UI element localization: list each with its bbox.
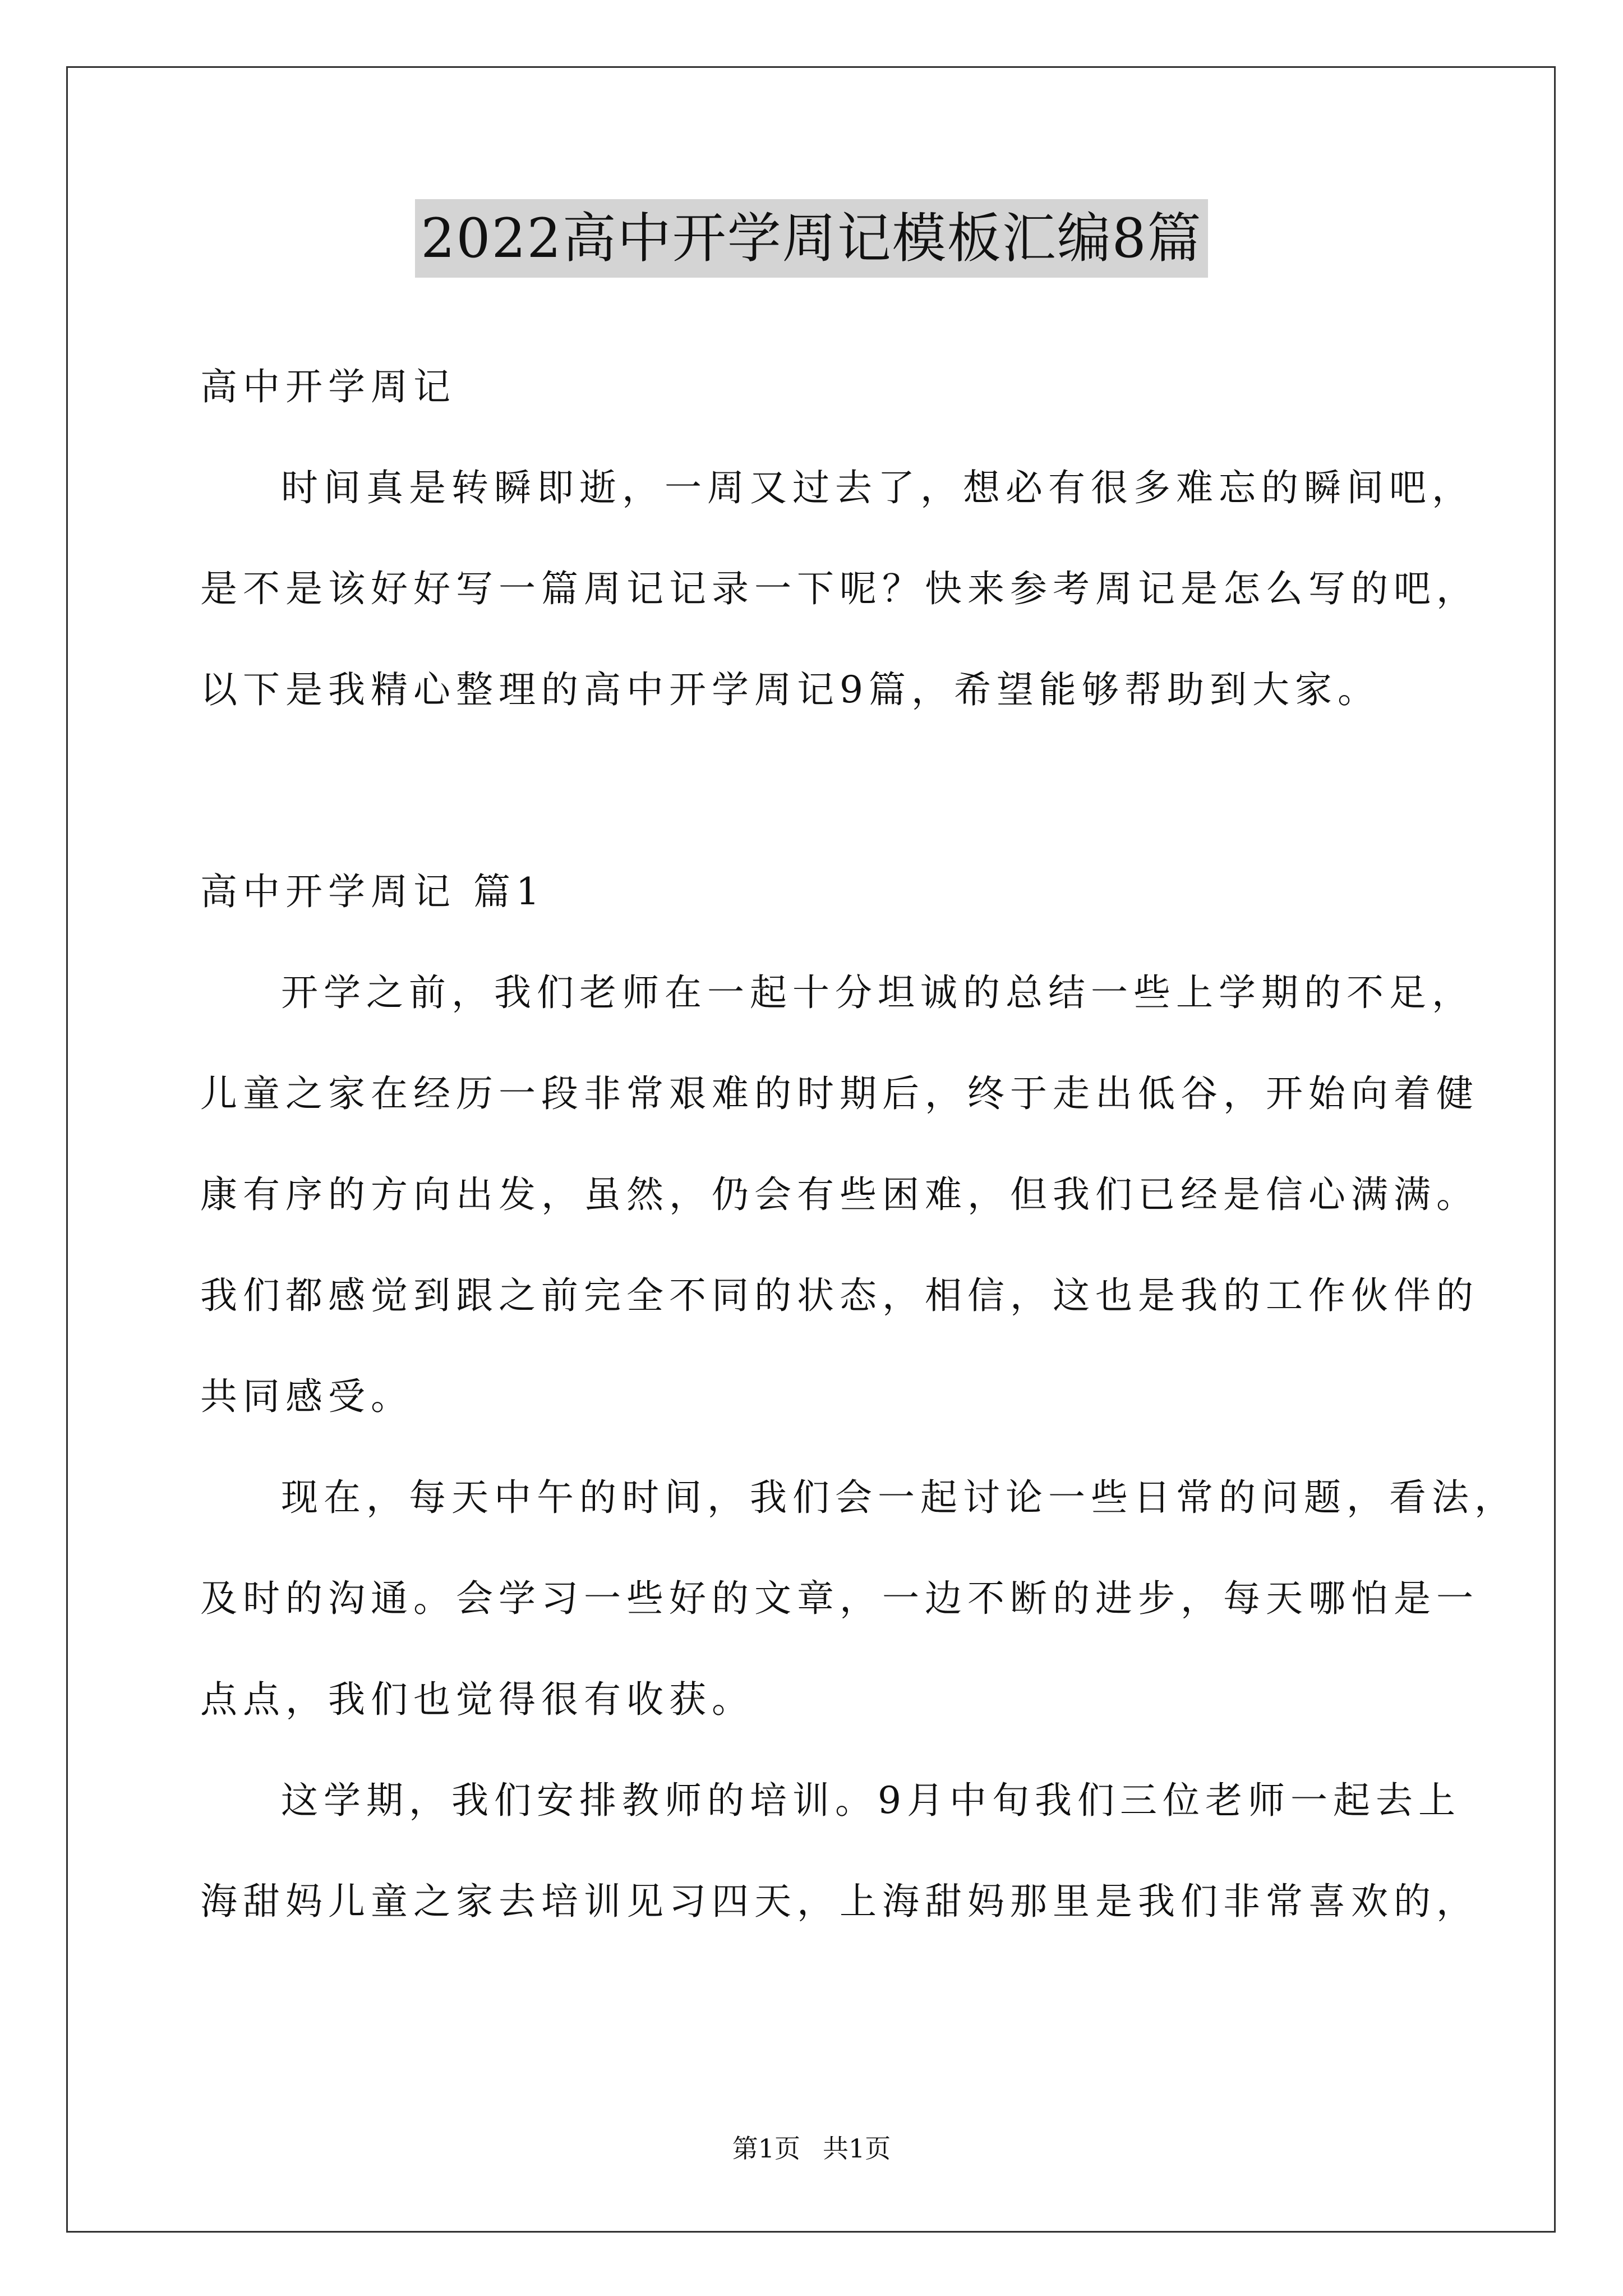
intro-heading: 高中开学周记 <box>200 365 456 408</box>
page-number: 第1页 <box>732 2133 800 2164</box>
section-heading: 高中开学周记 篇1 <box>200 870 545 913</box>
page-footer <box>0 2132 1623 2165</box>
paragraph-line: 我们都感觉到跟之前完全不同的状态，相信，这也是我的工作伙伴的 <box>200 1274 1479 1317</box>
document-body <box>200 337 1517 1952</box>
total-pages: 共1页 <box>823 2133 891 2164</box>
paragraph-line: 这学期，我们安排教师的培训。9月中旬我们三位老师一起去上 <box>281 1779 1461 1822</box>
paragraph-line: 康有序的方向出发，虽然，仍会有些困难，但我们已经是信心满满。 <box>200 1173 1479 1216</box>
paragraph-line: 点点，我们也觉得很有收获。 <box>200 1678 754 1721</box>
paragraph-line: 儿童之家在经历一段非常艰难的时期后，终于走出低谷，开始向着健 <box>200 1072 1479 1115</box>
paragraph-line: 开学之前，我们老师在一起十分坦诚的总结一些上学期的不足， <box>281 971 1474 1014</box>
intro-line: 时间真是转瞬即逝，一周又过去了，想必有很多难忘的瞬间吧， <box>281 466 1474 509</box>
title-container <box>0 199 1623 278</box>
paragraph-line: 及时的沟通。会学习一些好的文章，一边不断的进步，每天哪怕是一 <box>200 1577 1479 1620</box>
intro-line: 是不是该好好写一篇周记记录一下呢？快来参考周记是怎么写的吧， <box>200 567 1479 610</box>
paragraph-line: 现在，每天中午的时间，我们会一起讨论一些日常的问题，看法， <box>281 1476 1517 1519</box>
intro-line: 以下是我精心整理的高中开学周记9篇，希望能够帮助到大家。 <box>200 668 1380 711</box>
document-title: 2022高中开学周记模板汇编8篇 <box>415 199 1207 278</box>
spacer <box>200 740 1456 841</box>
paragraph-line: 海甜妈儿童之家去培训见习四天，上海甜妈那里是我们非常喜欢的， <box>200 1880 1479 1923</box>
paragraph-line: 共同感受。 <box>200 1375 413 1418</box>
